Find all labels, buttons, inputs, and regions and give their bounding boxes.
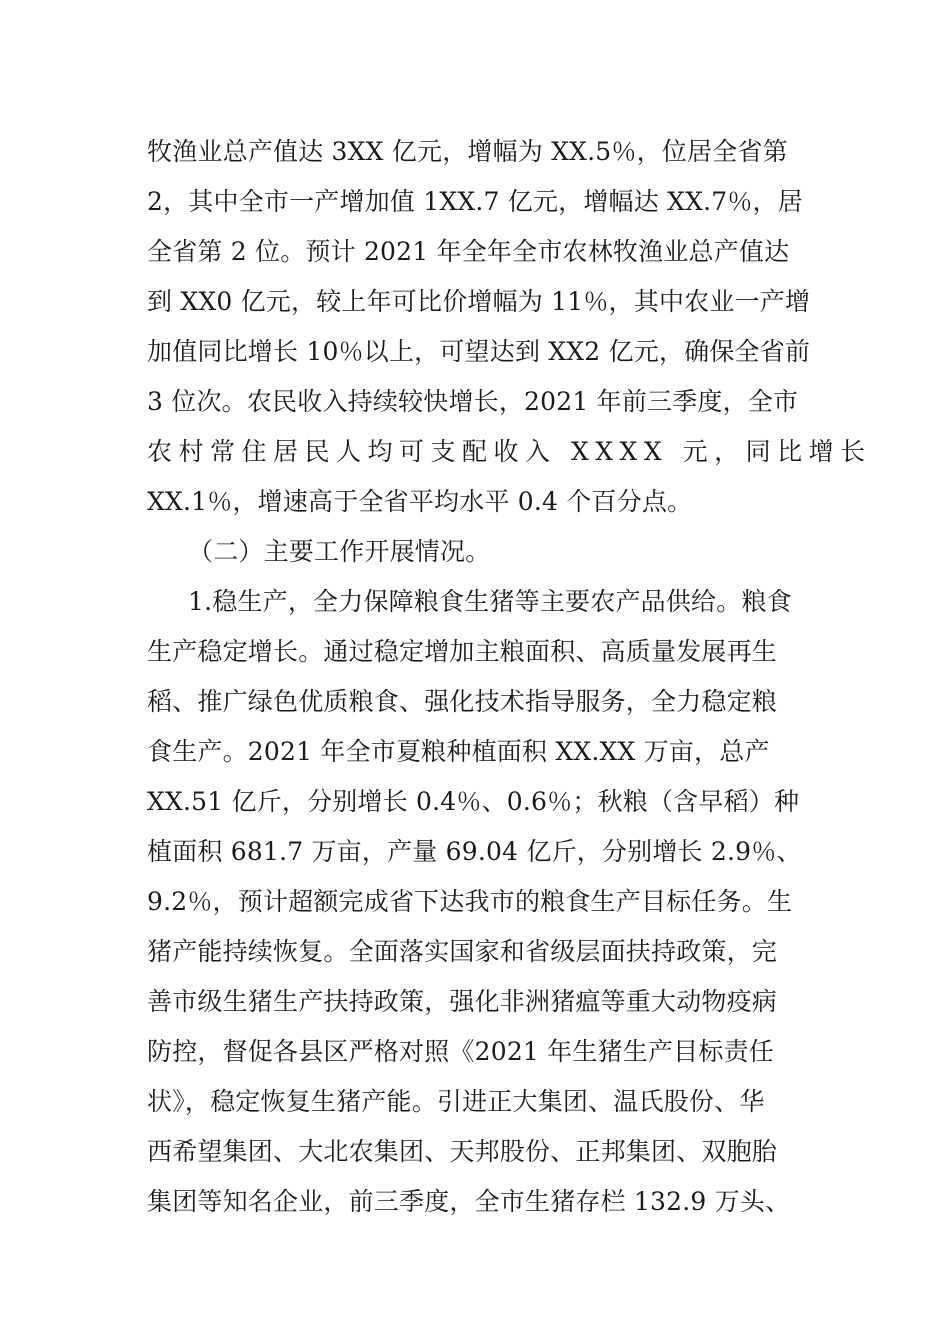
text-line: 牧渔业总产值达 3XX 亿元，增幅为 XX.5％，位居全省第 bbox=[147, 137, 788, 166]
text-line: 状》，稳定恢复生猪产能。引进正大集团、温氏股份、华 bbox=[147, 1087, 765, 1116]
text-line: 稻、推广绿色优质粮食、强化技术指导服务，全力稳定粮 bbox=[147, 687, 778, 716]
text-line: 生产稳定增长。通过稳定增加主粮面积、高质量发展再生 bbox=[147, 637, 778, 666]
text-line: 农村常住居民人均可支配收入 XXXX 元，同比增长 bbox=[147, 437, 872, 466]
text-line: 全省第 2 位。预计 2021 年全年全市农林牧渔业总产值达 bbox=[147, 237, 790, 266]
text-line: 9.2％，预计超额完成省下达我市的粮食生产目标任务。生 bbox=[147, 887, 793, 916]
text-line: 防控，督促各县区严格对照《2021 年生猪生产目标责任 bbox=[147, 1037, 774, 1066]
text-line: 加值同比增长 10％以上，可望达到 XX2 亿元，确保全省前 bbox=[147, 337, 811, 366]
text-line: 猪产能持续恢复。全面落实国家和省级层面扶持政策，完 bbox=[147, 937, 778, 966]
text-line: XX.1％，增速高于全省平均水平 0.4 个百分点。 bbox=[147, 487, 693, 516]
text-line: 2，其中全市一产增加值 1XX.7 亿元，增幅达 XX.7％，居 bbox=[147, 187, 803, 216]
text-line: 西希望集团、大北农集团、天邦股份、正邦集团、双胞胎 bbox=[147, 1137, 778, 1166]
text-line: 到 XX0 亿元，较上年可比价增幅为 11％，其中农业一产增 bbox=[147, 287, 811, 316]
text-line: 集团等知名企业，前三季度，全市生猪存栏 132.9 万头、 bbox=[147, 1187, 791, 1216]
text-line: 食生产。2021 年全市夏粮种植面积 XX.XX 万亩，总产 bbox=[147, 737, 770, 766]
section-heading: （二）主要工作开展情况。 bbox=[188, 537, 491, 566]
text-line: 植面积 681.7 万亩，产量 69.04 亿斤，分别增长 2.9％、 bbox=[147, 837, 802, 866]
text-line: 3 位次。农民收入持续较快增长，2021 年前三季度，全市 bbox=[147, 387, 799, 416]
text-line: 善市级生猪生产扶持政策，强化非洲猪瘟等重大动物疫病 bbox=[147, 987, 778, 1016]
text-line: XX.51 亿斤，分别增长 0.4％、0.6％；秋粮（含早稻）种 bbox=[147, 787, 800, 816]
paragraph-first-line: 1.稳生产，全力保障粮食生猪等主要农产品供给。粮食 bbox=[188, 587, 792, 616]
